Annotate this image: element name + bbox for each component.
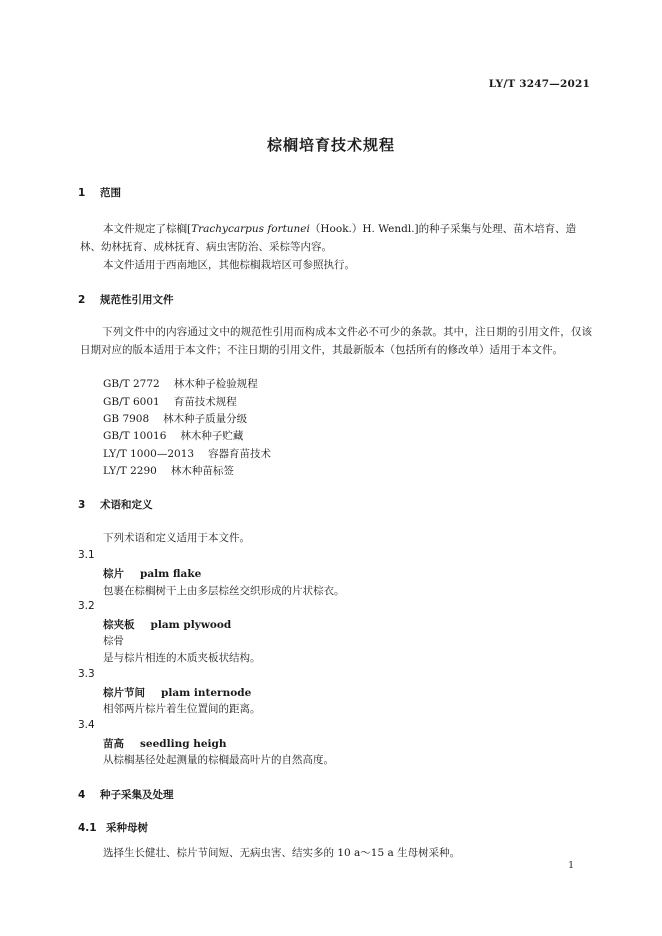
paragraph-scope-line-1 bbox=[103, 222, 576, 236]
reference-name: 容器育苗技术 bbox=[208, 448, 272, 460]
reference-name: 林木种子质量分级 bbox=[163, 413, 248, 425]
section-title: 范围 bbox=[100, 187, 121, 199]
reference-name: 林木种苗标签 bbox=[170, 465, 234, 477]
reference-item bbox=[103, 463, 234, 478]
term-number: 3.4 bbox=[78, 719, 95, 731]
text-run: 本文件规定了棕榈[ bbox=[103, 223, 192, 235]
reference-code: GB/T 10016 bbox=[103, 430, 167, 442]
paragraph-scope-line-2: 林、幼林抚育、成林抚育、病虫害防治、采棕等内容。 bbox=[80, 241, 332, 253]
document-id: LY/T 3247—2021 bbox=[488, 78, 590, 90]
reference-code: GB/T 2772 bbox=[103, 378, 160, 390]
term-number: 3.1 bbox=[78, 549, 95, 561]
subsection-number: 4.1 bbox=[78, 822, 97, 834]
text-run: （Hook.）H. Wendl.]的种子采集与处理、苗木培育、造 bbox=[309, 223, 577, 235]
page-number: 1 bbox=[568, 861, 574, 871]
term-en: palm flake bbox=[140, 568, 202, 580]
terms-intro: 下列术语和定义适用于本文件。 bbox=[103, 532, 250, 544]
reference-name: 育苗技术规程 bbox=[173, 396, 237, 408]
term-zh: 棕夹板 bbox=[103, 619, 135, 631]
reference-item bbox=[103, 428, 243, 443]
section-number: 4 bbox=[78, 789, 86, 801]
term-zh: 棕片节间 bbox=[103, 687, 145, 699]
subsection-title: 采种母树 bbox=[106, 822, 148, 834]
term-definition: 包裹在棕榈树干上由多层棕丝交织形成的片状棕衣。 bbox=[103, 585, 345, 597]
term-heading bbox=[103, 736, 227, 751]
latin-name: Trachycarpus fortunei bbox=[191, 223, 310, 235]
term-heading bbox=[103, 566, 201, 581]
section-title: 种子采集及处理 bbox=[100, 789, 174, 801]
section-number: 1 bbox=[78, 187, 86, 199]
section-heading-3 bbox=[78, 497, 153, 512]
section-number: 3 bbox=[78, 499, 86, 511]
term-definition: 相邻两片棕片着生位置间的距离。 bbox=[103, 703, 261, 715]
reference-item bbox=[103, 411, 247, 426]
term-en: plam internode bbox=[161, 687, 252, 699]
reference-item bbox=[103, 394, 237, 409]
reference-code: GB 7908 bbox=[103, 413, 150, 425]
term-en: seedling heigh bbox=[140, 738, 227, 750]
reference-item bbox=[103, 376, 258, 391]
paragraph-mother-tree: 选择生长健壮、棕片节间短、无病虫害、结实多的 10 a～15 a 生母树采种。 bbox=[103, 847, 461, 859]
subsection-heading-4-1 bbox=[78, 820, 148, 835]
section-title: 术语和定义 bbox=[100, 499, 153, 511]
reference-name: 林木种子贮藏 bbox=[180, 430, 244, 442]
term-heading bbox=[103, 685, 251, 700]
term-heading bbox=[103, 617, 231, 632]
section-heading-2 bbox=[78, 292, 174, 307]
reference-code: LY/T 2290 bbox=[103, 465, 157, 477]
term-number: 3.2 bbox=[78, 600, 95, 612]
term-en: plam plywood bbox=[150, 619, 232, 631]
term-number: 3.3 bbox=[78, 668, 95, 680]
term-definition: 从棕榈基径处起测量的棕榈最高叶片的自然高度。 bbox=[103, 754, 334, 766]
reference-code: LY/T 1000—2013 bbox=[103, 448, 195, 460]
section-title: 规范性引用文件 bbox=[100, 294, 174, 306]
reference-item bbox=[103, 446, 271, 461]
term-alt-name: 棕骨 bbox=[103, 635, 124, 647]
page-title: 棕榈培育技术规程 bbox=[266, 136, 395, 154]
term-definition: 是与棕片相连的木质夹板状结构。 bbox=[103, 652, 261, 664]
section-heading-4 bbox=[78, 787, 174, 802]
section-heading-1 bbox=[78, 185, 121, 200]
text-run: 下列文件中的内容通过文中的规范性引用而构成本文件必不可少的条款。其中，注日期的引用文件，仅该日期对应的版本适用于本文件；不注日期的引用文件，其最新版本（包括所有的修改单）适用于本文件。 bbox=[80, 326, 592, 356]
paragraph-normative-references bbox=[80, 323, 592, 359]
term-zh: 苗高 bbox=[103, 738, 124, 750]
reference-code: GB/T 6001 bbox=[103, 396, 160, 408]
paragraph-scope-applicability: 本文件适用于西南地区，其他棕榈栽培区可参照执行。 bbox=[103, 259, 355, 271]
term-zh: 棕片 bbox=[103, 568, 124, 580]
section-number: 2 bbox=[78, 294, 86, 306]
reference-name: 林木种子检验规程 bbox=[173, 378, 258, 390]
